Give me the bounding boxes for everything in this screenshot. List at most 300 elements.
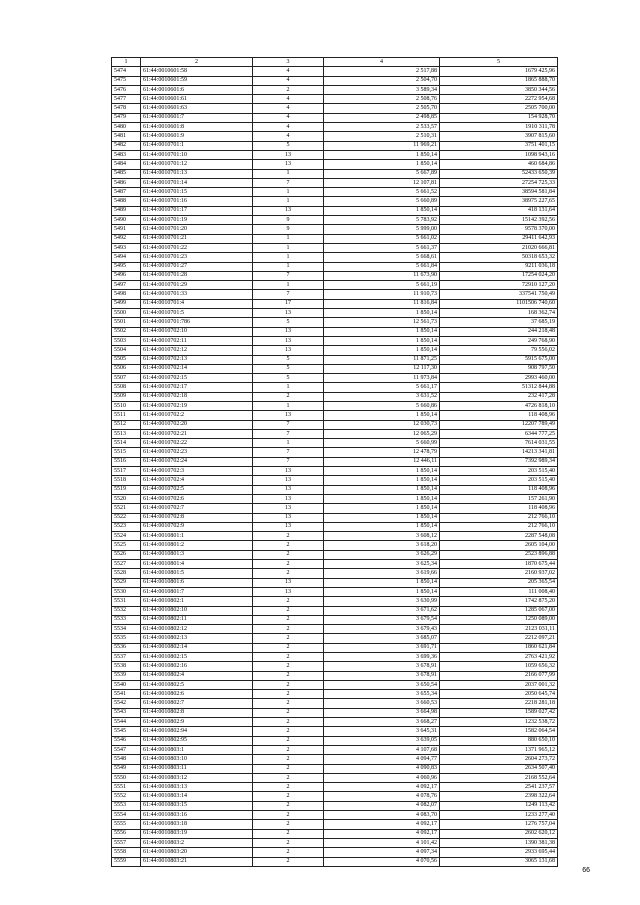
table-row [112, 178, 558, 187]
cadastral-value-cell: 2505 700,00 [440, 104, 558, 113]
cadastral-value-cell: 2604 273,72 [440, 755, 558, 764]
table-row [112, 150, 558, 159]
cadastral-number-cell: 61:44:0010701:12 [141, 160, 253, 169]
group-cell: 13 [253, 467, 324, 476]
cadastral-number-cell: 61:44:0010802:4 [141, 671, 253, 680]
table-row [112, 699, 558, 708]
cadastral-value-cell: 4726 818,10 [440, 401, 558, 410]
cadastral-value-cell: 337541 750,49 [440, 290, 558, 299]
cadastral-number-cell: 61:44:0010701:27 [141, 262, 253, 271]
table-row [112, 587, 558, 596]
cadastral-value-cell: 2160 937,02 [440, 569, 558, 578]
group-cell: 2 [253, 634, 324, 643]
table-row [112, 346, 558, 355]
table-row [112, 243, 558, 252]
cadastral-value-cell: 1059 656,32 [440, 662, 558, 671]
cadastral-number-cell: 61:44:0010702:3 [141, 467, 253, 476]
table-row [112, 597, 558, 606]
specific-value-cell: 4 078,76 [324, 792, 440, 801]
row-number-cell: 5556 [112, 829, 141, 838]
table-row [112, 271, 558, 280]
row-number-cell: 5511 [112, 411, 141, 420]
cadastral-number-cell: 61:44:0010702:15 [141, 374, 253, 383]
specific-value-cell: 2 498,85 [324, 113, 440, 122]
cadastral-value-cell: 1276 757,04 [440, 820, 558, 829]
group-cell: 13 [253, 494, 324, 503]
group-cell: 17 [253, 299, 324, 308]
group-cell: 2 [253, 838, 324, 847]
specific-value-cell: 5 783,92 [324, 216, 440, 225]
table-row [112, 355, 558, 364]
group-cell: 5 [253, 141, 324, 150]
table-row [112, 476, 558, 485]
group-cell: 7 [253, 271, 324, 280]
cadastral-number-cell: 61:44:0010801:3 [141, 550, 253, 559]
specific-value-cell: 3 679,54 [324, 615, 440, 624]
table-row [112, 801, 558, 810]
cadastral-value-cell: 1865 888,70 [440, 76, 558, 85]
cadastral-value-cell: 51312 844,88 [440, 383, 558, 392]
table-row [112, 216, 558, 225]
cadastral-number-cell: 61:44:0010803:18 [141, 820, 253, 829]
group-cell: 2 [253, 653, 324, 662]
cadastral-number-cell: 61:44:0010701:22 [141, 243, 253, 252]
group-cell: 13 [253, 578, 324, 587]
group-cell: 13 [253, 476, 324, 485]
cadastral-number-cell: 61:44:0010702:5 [141, 485, 253, 494]
cadastral-number-cell: 61:44:0010701:33 [141, 290, 253, 299]
group-cell: 2 [253, 606, 324, 615]
table-row [112, 309, 558, 318]
group-cell: 2 [253, 690, 324, 699]
table-row [112, 485, 558, 494]
cadastral-number-cell: 61:44:0010802:7 [141, 699, 253, 708]
group-cell: 2 [253, 532, 324, 541]
specific-value-cell: 3 626,29 [324, 550, 440, 559]
cadastral-number-cell: 61:44:0010802:13 [141, 634, 253, 643]
row-number-cell: 5525 [112, 541, 141, 550]
specific-value-cell: 4 082,07 [324, 801, 440, 810]
row-number-cell: 5540 [112, 680, 141, 689]
specific-value-cell: 1 850,14 [324, 578, 440, 587]
cadastral-number-cell: 61:44:0010702:24 [141, 457, 253, 466]
table-row [112, 857, 558, 866]
specific-value-cell: 1 850,14 [324, 411, 440, 420]
table-row [112, 467, 558, 476]
cadastral-number-cell: 61:44:0010803:1 [141, 745, 253, 754]
specific-value-cell: 4 094,77 [324, 755, 440, 764]
specific-value-cell: 12 030,73 [324, 420, 440, 429]
row-number-cell: 5541 [112, 690, 141, 699]
row-number-cell: 5539 [112, 671, 141, 680]
cadastral-number-cell: 61:44:0010702:23 [141, 448, 253, 457]
group-cell: 2 [253, 764, 324, 773]
group-cell: 5 [253, 374, 324, 383]
table-row [112, 838, 558, 847]
specific-value-cell: 3 608,12 [324, 532, 440, 541]
table-row [112, 755, 558, 764]
row-number-cell: 5483 [112, 150, 141, 159]
cadastral-value-cell: 1870 675,44 [440, 560, 558, 569]
group-cell: 2 [253, 727, 324, 736]
row-number-cell: 5517 [112, 467, 141, 476]
cadastral-value-cell: 205 365,54 [440, 578, 558, 587]
cadastral-value-cell: 2398 322,64 [440, 792, 558, 801]
specific-value-cell: 3 671,62 [324, 606, 440, 615]
table-row [112, 262, 558, 271]
row-number-cell: 5496 [112, 271, 141, 280]
specific-value-cell: 1 850,14 [324, 485, 440, 494]
row-number-cell: 5499 [112, 299, 141, 308]
table-row [112, 560, 558, 569]
column-header-5: 5 [440, 58, 558, 67]
row-number-cell: 5498 [112, 290, 141, 299]
cadastral-value-cell: 2602 620,12 [440, 829, 558, 838]
cadastral-value-cell: 1371 965,12 [440, 745, 558, 754]
cadastral-number-cell: 61:44:0010701:23 [141, 253, 253, 262]
cadastral-number-cell: 61:44:0010702:11 [141, 336, 253, 345]
cadastral-number-cell: 61:44:0010803:10 [141, 755, 253, 764]
cadastral-value-cell: 168 362,74 [440, 309, 558, 318]
cadastral-value-cell: 79 556,02 [440, 346, 558, 355]
cadastral-number-cell: 61:44:0010701:10 [141, 150, 253, 159]
specific-value-cell: 1 850,14 [324, 336, 440, 345]
row-number-cell: 5494 [112, 253, 141, 262]
cadastral-value-cell: 29411 642,93 [440, 234, 558, 243]
cadastral-number-cell: 61:44:0010702:14 [141, 364, 253, 373]
group-cell: 5 [253, 355, 324, 364]
row-number-cell: 5547 [112, 745, 141, 754]
group-cell: 1 [253, 169, 324, 178]
group-cell: 13 [253, 206, 324, 215]
group-cell: 2 [253, 718, 324, 727]
cadastral-number-cell: 61:44:0010701:20 [141, 225, 253, 234]
table-row [112, 643, 558, 652]
cadastral-number-cell: 61:44:0010701:5 [141, 309, 253, 318]
cadastral-value-table [111, 57, 558, 867]
cadastral-number-cell: 61:44:0010702:9 [141, 522, 253, 531]
table-row [112, 578, 558, 587]
cadastral-value-cell: 2523 896,88 [440, 550, 558, 559]
table-row [112, 85, 558, 94]
row-number-cell: 5522 [112, 513, 141, 522]
table-row [112, 708, 558, 717]
group-cell: 2 [253, 569, 324, 578]
row-number-cell: 5542 [112, 699, 141, 708]
cadastral-value-cell: 1582 064,54 [440, 727, 558, 736]
group-cell: 2 [253, 671, 324, 680]
group-cell: 1 [253, 281, 324, 290]
cadastral-number-cell: 61:44:0010702:18 [141, 392, 253, 401]
cadastral-value-cell: 1250 089,00 [440, 615, 558, 624]
cadastral-number-cell: 61:44:0010802:16 [141, 662, 253, 671]
row-number-cell: 5512 [112, 420, 141, 429]
table-row [112, 532, 558, 541]
specific-value-cell: 12 561,73 [324, 318, 440, 327]
cadastral-value-cell: 157 261,90 [440, 494, 558, 503]
group-cell: 2 [253, 755, 324, 764]
group-cell: 2 [253, 708, 324, 717]
specific-value-cell: 11 673,90 [324, 271, 440, 280]
cadastral-number-cell: 61:44:0010803:13 [141, 783, 253, 792]
group-cell: 13 [253, 150, 324, 159]
row-number-cell: 5543 [112, 708, 141, 717]
specific-value-cell: 1 850,14 [324, 494, 440, 503]
table-row [112, 113, 558, 122]
specific-value-cell: 3 639,05 [324, 736, 440, 745]
row-number-cell: 5484 [112, 160, 141, 169]
cadastral-value-cell: 2218 281,18 [440, 699, 558, 708]
table-row [112, 141, 558, 150]
column-header-2: 2 [141, 58, 253, 67]
specific-value-cell: 5 661,52 [324, 188, 440, 197]
specific-value-cell: 12 117,30 [324, 364, 440, 373]
cadastral-value-cell: 2123 031,11 [440, 625, 558, 634]
specific-value-cell: 1 850,14 [324, 206, 440, 215]
group-cell: 2 [253, 801, 324, 810]
table-row [112, 522, 558, 531]
cadastral-number-cell: 61:44:0010702:2 [141, 411, 253, 420]
group-cell: 7 [253, 178, 324, 187]
specific-value-cell: 12 446,11 [324, 457, 440, 466]
table-row [112, 420, 558, 429]
row-number-cell: 5555 [112, 820, 141, 829]
group-cell: 13 [253, 513, 324, 522]
cadastral-value-cell: 1285 067,00 [440, 606, 558, 615]
row-number-cell: 5553 [112, 801, 141, 810]
row-number-cell: 5489 [112, 206, 141, 215]
cadastral-number-cell: 61:44:0010801:1 [141, 532, 253, 541]
cadastral-number-cell: 61:44:0010701:4 [141, 299, 253, 308]
cadastral-number-cell: 61:44:0010802:8 [141, 708, 253, 717]
cadastral-number-cell: 61:44:0010803:2 [141, 838, 253, 847]
group-cell: 2 [253, 615, 324, 624]
table-row [112, 364, 558, 373]
group-cell: 13 [253, 485, 324, 494]
cadastral-number-cell: 61:44:0010803:12 [141, 773, 253, 782]
row-number-cell: 5529 [112, 578, 141, 587]
group-cell: 2 [253, 848, 324, 857]
cadastral-value-cell: 880 650,10 [440, 736, 558, 745]
specific-value-cell: 4 092,17 [324, 820, 440, 829]
cadastral-number-cell: 61:44:0010601:7 [141, 113, 253, 122]
cadastral-number-cell: 61:44:0010702:8 [141, 513, 253, 522]
table-row [112, 95, 558, 104]
table-row [112, 132, 558, 141]
cadastral-value-cell: 7614 031,55 [440, 439, 558, 448]
table-row [112, 829, 558, 838]
specific-value-cell: 1 850,14 [324, 346, 440, 355]
cadastral-value-cell: 203 515,40 [440, 476, 558, 485]
cadastral-value-cell: 1233 277,40 [440, 811, 558, 820]
cadastral-value-cell: 12207 789,49 [440, 420, 558, 429]
row-number-cell: 5476 [112, 85, 141, 94]
cadastral-number-cell: 61:44:0010801:6 [141, 578, 253, 587]
cadastral-number-cell: 61:44:0010601:63 [141, 104, 253, 113]
cadastral-value-cell: 50318 653,32 [440, 253, 558, 262]
specific-value-cell: 3 618,20 [324, 541, 440, 550]
cadastral-number-cell: 61:44:0010701:28 [141, 271, 253, 280]
cadastral-value-cell: 118 408,96 [440, 485, 558, 494]
cadastral-number-cell: 61:44:0010803:11 [141, 764, 253, 773]
table-row [112, 727, 558, 736]
row-number-cell: 5534 [112, 625, 141, 634]
cadastral-value-cell: 418 131,64 [440, 206, 558, 215]
cadastral-number-cell: 61:44:0010802:10 [141, 606, 253, 615]
specific-value-cell: 3 645,31 [324, 727, 440, 736]
group-cell: 4 [253, 113, 324, 122]
specific-value-cell: 5 668,61 [324, 253, 440, 262]
row-number-cell: 5506 [112, 364, 141, 373]
row-number-cell: 5545 [112, 727, 141, 736]
cadastral-value-cell: 1098 943,16 [440, 150, 558, 159]
row-number-cell: 5550 [112, 773, 141, 782]
table-row [112, 513, 558, 522]
specific-value-cell: 4 060,96 [324, 773, 440, 782]
cadastral-number-cell: 61:44:0010601:6 [141, 85, 253, 94]
group-cell: 2 [253, 680, 324, 689]
row-number-cell: 5528 [112, 569, 141, 578]
table-row [112, 392, 558, 401]
row-number-cell: 5492 [112, 234, 141, 243]
table-row [112, 318, 558, 327]
row-number-cell: 5530 [112, 587, 141, 596]
table-row [112, 160, 558, 169]
specific-value-cell: 5 661,17 [324, 383, 440, 392]
cadastral-value-cell: 7392 989,34 [440, 457, 558, 466]
row-number-cell: 5520 [112, 494, 141, 503]
cadastral-number-cell: 61:44:0010701:19 [141, 216, 253, 225]
cadastral-number-cell: 61:44:0010802:9 [141, 718, 253, 727]
cadastral-number-cell: 61:44:0010801:2 [141, 541, 253, 550]
table-row [112, 736, 558, 745]
row-number-cell: 5519 [112, 485, 141, 494]
group-cell: 2 [253, 85, 324, 94]
group-cell: 1 [253, 234, 324, 243]
cadastral-number-cell: 61:44:0010802:95 [141, 736, 253, 745]
specific-value-cell: 2 508,76 [324, 95, 440, 104]
table-row [112, 439, 558, 448]
row-number-cell: 5546 [112, 736, 141, 745]
row-number-cell: 5552 [112, 792, 141, 801]
table-row [112, 76, 558, 85]
specific-value-cell: 11 816,84 [324, 299, 440, 308]
specific-value-cell: 3 699,36 [324, 653, 440, 662]
cadastral-value-cell: 244 218,48 [440, 327, 558, 336]
table-row [112, 773, 558, 782]
specific-value-cell: 1 850,14 [324, 309, 440, 318]
group-cell: 2 [253, 857, 324, 866]
table-row [112, 429, 558, 438]
cadastral-number-cell: 61:44:0010701:17 [141, 206, 253, 215]
group-cell: 9 [253, 216, 324, 225]
cadastral-value-cell: 1860 621,84 [440, 643, 558, 652]
cadastral-number-cell: 61:44:0010701:15 [141, 188, 253, 197]
table-row [112, 67, 558, 76]
row-number-cell: 5500 [112, 309, 141, 318]
specific-value-cell: 3 691,71 [324, 643, 440, 652]
specific-value-cell: 4 107,68 [324, 745, 440, 754]
specific-value-cell: 2 505,70 [324, 104, 440, 113]
cadastral-number-cell: 61:44:0010802:12 [141, 625, 253, 634]
group-cell: 7 [253, 457, 324, 466]
cadastral-value-cell: 37 685,19 [440, 318, 558, 327]
cadastral-value-cell: 3907 815,60 [440, 132, 558, 141]
specific-value-cell: 12 065,29 [324, 429, 440, 438]
specific-value-cell: 2 510,31 [324, 132, 440, 141]
specific-value-cell: 5 660,89 [324, 197, 440, 206]
row-number-cell: 5538 [112, 662, 141, 671]
table-row [112, 653, 558, 662]
cadastral-value-cell: 1742 875,20 [440, 597, 558, 606]
specific-value-cell: 5 999,00 [324, 225, 440, 234]
row-number-cell: 5481 [112, 132, 141, 141]
cadastral-number-cell: 61:44:0010601:8 [141, 123, 253, 132]
table-row [112, 457, 558, 466]
table-row [112, 811, 558, 820]
cadastral-number-cell: 61:44:0010801:7 [141, 587, 253, 596]
cadastral-value-cell: 1910 311,78 [440, 123, 558, 132]
specific-value-cell: 4 083,70 [324, 811, 440, 820]
row-number-cell: 5544 [112, 718, 141, 727]
specific-value-cell: 2 504,70 [324, 76, 440, 85]
cadastral-value-cell: 3751 401,15 [440, 141, 558, 150]
column-header-3: 3 [253, 58, 324, 67]
table-row [112, 383, 558, 392]
specific-value-cell: 2 533,57 [324, 123, 440, 132]
cadastral-value-cell: 249 768,90 [440, 336, 558, 345]
row-number-cell: 5493 [112, 243, 141, 252]
cadastral-number-cell: 61:44:0010601:59 [141, 76, 253, 85]
row-number-cell: 5535 [112, 634, 141, 643]
group-cell: 7 [253, 420, 324, 429]
cadastral-value-cell: 3065 131,68 [440, 857, 558, 866]
table-row [112, 792, 558, 801]
cadastral-number-cell: 61:44:0010803:20 [141, 848, 253, 857]
group-cell: 2 [253, 829, 324, 838]
cadastral-number-cell: 61:44:0010802:6 [141, 690, 253, 699]
cadastral-number-cell: 61:44:0010702:20 [141, 420, 253, 429]
specific-value-cell: 3 679,43 [324, 625, 440, 634]
row-number-cell: 5516 [112, 457, 141, 466]
group-cell: 2 [253, 783, 324, 792]
cadastral-value-cell: 232 417,28 [440, 392, 558, 401]
row-number-cell: 5487 [112, 188, 141, 197]
row-number-cell: 5531 [112, 597, 141, 606]
cadastral-number-cell: 61:44:0010803:15 [141, 801, 253, 810]
cadastral-number-cell: 61:44:0010701:16 [141, 197, 253, 206]
table-row [112, 634, 558, 643]
cadastral-number-cell: 61:44:0010802:15 [141, 653, 253, 662]
row-number-cell: 5474 [112, 67, 141, 76]
cadastral-number-cell: 61:44:0010701:21 [141, 234, 253, 243]
cadastral-number-cell: 61:44:0010702:4 [141, 476, 253, 485]
cadastral-value-cell: 72910 127,20 [440, 281, 558, 290]
specific-value-cell: 3 678,91 [324, 662, 440, 671]
cadastral-value-cell: 1101506 740,60 [440, 299, 558, 308]
table-row [112, 197, 558, 206]
group-cell: 2 [253, 820, 324, 829]
cadastral-number-cell: 61:44:0010701:1 [141, 141, 253, 150]
group-cell: 4 [253, 76, 324, 85]
table-row [112, 606, 558, 615]
cadastral-value-cell: 2272 954,68 [440, 95, 558, 104]
table-row [112, 615, 558, 624]
group-cell: 4 [253, 104, 324, 113]
cadastral-number-cell: 61:44:0010802:5 [141, 680, 253, 689]
group-cell: 13 [253, 587, 324, 596]
specific-value-cell: 2 517,88 [324, 67, 440, 76]
